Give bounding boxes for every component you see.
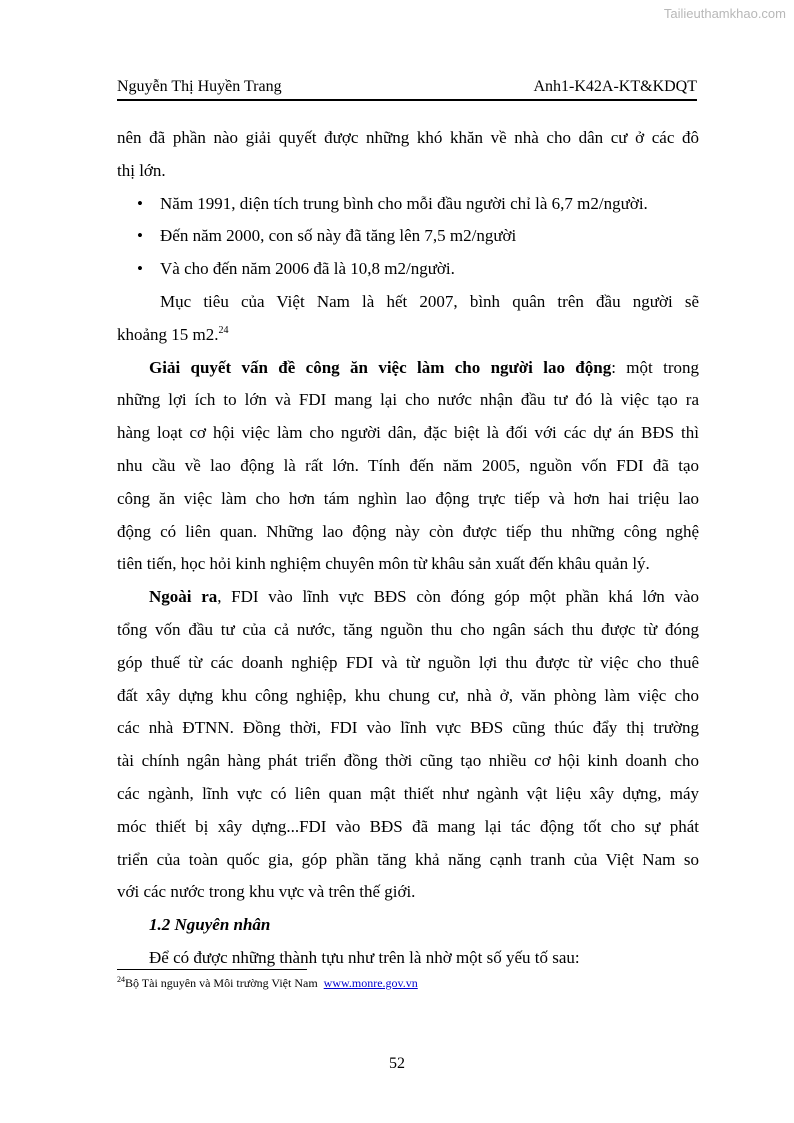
employment-line: nhu cầu về lao động là rất lớn. Tính đến năm 2005, nguồn vốn FDI đã tạo [117, 455, 699, 475]
section-heading: 1.2 Nguyên nhân [149, 915, 271, 935]
furthermore-line: các nhà ĐTNN. Đồng thời, FDI vào lĩnh vực BĐS cũng thúc đẩy thị trường [117, 718, 699, 738]
header-class-code: Anh1-K42A-KT&KDQT [533, 78, 697, 95]
employment-line: tiên tiến, học hỏi kinh nghiệm chuyên môn từ khâu sản xuất đến khâu quản lý. [117, 554, 650, 574]
page-header [117, 77, 697, 101]
furthermore-line: tài chính ngân hàng phát triển đồng thời cũng tạo nhiều cơ hội kinh doanh cho [117, 751, 699, 771]
footnote-text: Bộ Tài nguyên và Môi trường Việt Nam [125, 976, 318, 990]
watermark: Tailieuthamkhao.com [663, 6, 786, 21]
intro-line-1: nên đã phần nào giải quyết được những khó khăn về nhà cho dân cư ở các đô [117, 128, 699, 147]
bullet-text: Và cho đến năm 2006 đã là 10,8 m2/người. [160, 259, 455, 279]
furthermore-rest: , FDI vào lĩnh vực BĐS còn đóng góp một phần khá lớn vào [217, 587, 699, 607]
bullet-item-2 [117, 220, 699, 253]
furthermore-lead: Ngoài ra [149, 587, 218, 607]
footnote-divider [117, 969, 307, 970]
furthermore-line: các ngành, lĩnh vực có liên quan mật thiết như ngành vật liệu xây dựng, máy [117, 783, 699, 803]
furthermore-line: triển của toàn quốc gia, góp phần tăng khả năng cạnh tranh của Việt Nam so [117, 849, 699, 869]
footnote-number: 24 [117, 975, 125, 984]
bullet-item-3 [117, 253, 699, 286]
bullet-text: Năm 1991, diện tích trung bình cho mỗi đầu người chỉ là 6,7 m2/người. [160, 193, 648, 213]
employment-line: động có liên quan. Những lao động này còn được tiếp thu những công nghệ [117, 521, 699, 541]
intro-line-2: thị lớn. [117, 160, 166, 180]
target-line-1: Mục tiêu của Việt Nam là hết 2007, bình quân trên đầu người sẽ [160, 291, 699, 311]
footnote-link[interactable]: www.monre.gov.vn [323, 976, 418, 990]
furthermore-line: tổng vốn đầu tư của cả nước, tăng nguồn thu cho ngân sách thu được từ đóng [117, 619, 699, 639]
footnote-ref[interactable]: 24 [218, 324, 229, 336]
header-author: Nguyễn Thị Huyền Trang [117, 78, 282, 95]
bullet-dot-icon: • [137, 226, 143, 246]
bullet-item-1 [117, 188, 699, 221]
furthermore-last-line: với các nước trong khu vực và trên thế giới. [117, 882, 416, 902]
furthermore-line: đất xây dựng khu công nghiệp, khu chung cư, nhà ở, văn phòng làm việc cho [117, 685, 699, 705]
furthermore-line: móc thiết bị xây dựng...FDI vào BĐS đã mang lại tác động tốt cho sự phát [117, 816, 699, 836]
employment-line: hàng loạt cơ hội việc làm cho người dân, đặc biệt là đối với các dự án BĐS thì [117, 423, 699, 443]
page-body [117, 122, 699, 975]
furthermore-line: góp thuế từ các doanh nghiệp FDI và từ nguồn lợi thu được từ việc cho thuê [117, 652, 699, 672]
footnote [117, 976, 418, 991]
target-text: khoảng 15 m2. [117, 324, 219, 344]
target-line-2 [117, 319, 699, 352]
employment-rest: : một trong [611, 357, 699, 377]
section-line: Để có được những thành tựu như trên là nhờ một số yếu tố sau: [149, 947, 580, 967]
employment-lead: Giải quyết vấn đề công ăn việc làm cho người lao động [149, 357, 612, 377]
bullet-text: Đến năm 2000, con số này đã tăng lên 7,5 m2/người [160, 226, 517, 246]
page-number: 52 [389, 1055, 405, 1072]
bullet-dot-icon: • [137, 193, 143, 213]
employment-line: những lợi ích to lớn và FDI mang lại cho nước nhận đầu tư đó là việc tạo ra [117, 390, 699, 410]
employment-line-1 [117, 352, 699, 385]
furthermore-line-1 [117, 581, 699, 614]
bullet-dot-icon: • [137, 259, 143, 279]
employment-line: công ăn việc làm cho hơn tám nghìn lao động trực tiếp và hơn hai triệu lao [117, 488, 699, 508]
